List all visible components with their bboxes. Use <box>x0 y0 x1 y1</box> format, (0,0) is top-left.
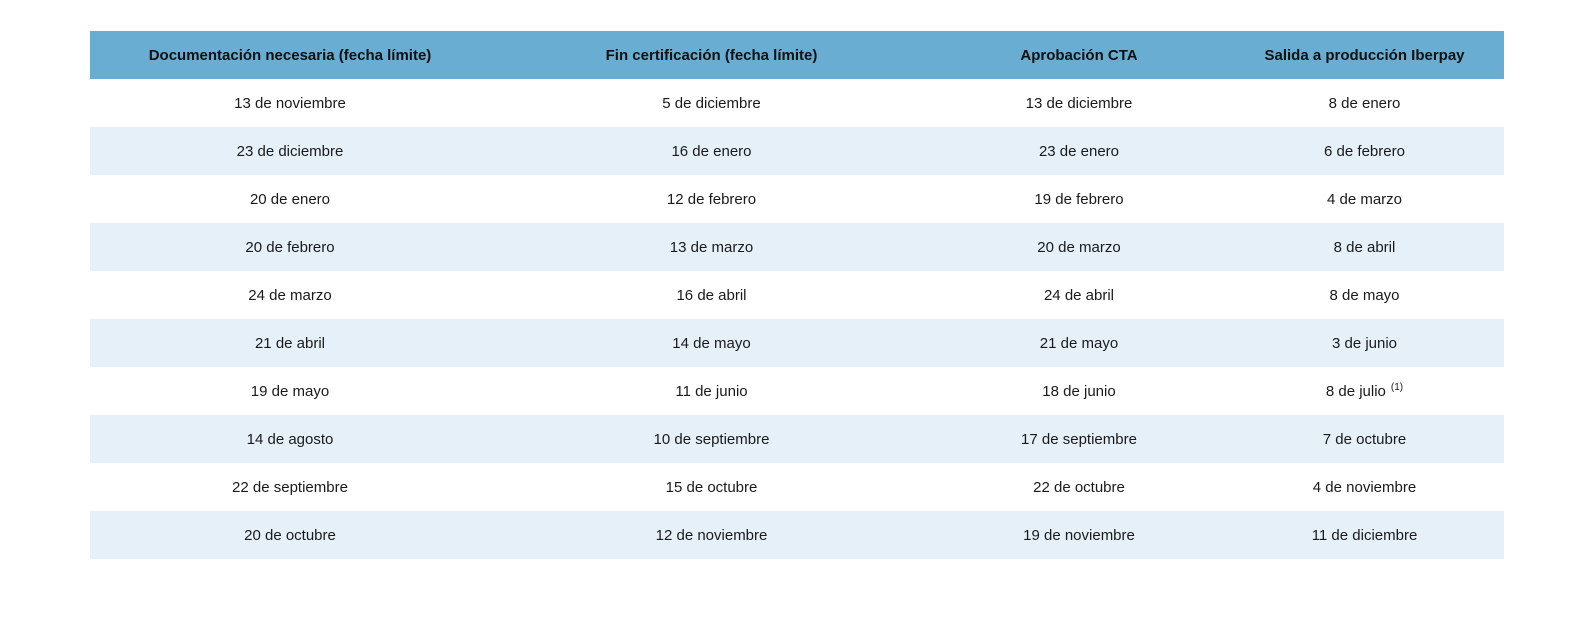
table-cell: 20 de enero <box>249 190 331 208</box>
table-cell: 17 de septiembre <box>933 415 1225 463</box>
table-cell: 22 de octubre <box>1033 478 1125 496</box>
header-fin-certificacion: Fin certificación (fecha límite) <box>490 31 933 79</box>
table-cell: 12 de febrero <box>666 190 757 208</box>
table-cell: 8 de mayo <box>1329 286 1400 304</box>
table-cell: 14 de agosto <box>90 415 490 463</box>
table-cell: 16 de abril <box>676 286 747 304</box>
table-cell: 8 de abril <box>1225 223 1504 271</box>
table-cell: 23 de enero <box>933 127 1225 175</box>
table-row <box>90 367 1504 415</box>
table-cell: 10 de septiembre <box>490 415 933 463</box>
table-cell: 22 de septiembre <box>232 478 348 496</box>
table-row <box>90 511 1504 559</box>
table-cell: 12 de noviembre <box>490 511 933 559</box>
table-cell: 20 de octubre <box>90 511 490 559</box>
table-row <box>90 223 1504 271</box>
table-cell: 4 de marzo <box>1326 190 1403 208</box>
table-cell: 20 de febrero <box>90 223 490 271</box>
table-cell: 13 de noviembre <box>234 94 346 112</box>
header-documentacion: Documentación necesaria (fecha límite) <box>90 31 490 79</box>
table-cell: 23 de diciembre <box>90 127 490 175</box>
table-row <box>90 271 1504 319</box>
table-cell: 4 de noviembre <box>1312 478 1417 496</box>
schedule-table-container <box>90 31 1504 559</box>
table-cell: 21 de mayo <box>933 319 1225 367</box>
table-cell: 18 de junio <box>1042 382 1116 400</box>
table-row <box>90 127 1504 175</box>
table-cell: 15 de octubre <box>665 478 758 496</box>
table-cell: 14 de mayo <box>490 319 933 367</box>
table-cell: 24 de abril <box>1043 286 1115 304</box>
footnote-marker: (1) <box>1390 381 1404 393</box>
table-row <box>90 319 1504 367</box>
table-row <box>90 463 1504 511</box>
table-cell-text: 8 de julio <box>1325 382 1386 400</box>
table-cell: 6 de febrero <box>1225 127 1504 175</box>
table-cell: 5 de diciembre <box>662 94 761 112</box>
table-cell: 16 de enero <box>490 127 933 175</box>
schedule-table <box>90 31 1504 559</box>
header-salida-produccion: Salida a producción Iberpay <box>1225 31 1504 79</box>
table-cell: 13 de marzo <box>490 223 933 271</box>
table-cell-with-footnote <box>1225 367 1504 415</box>
table-cell: 13 de diciembre <box>1025 94 1133 112</box>
table-cell: 21 de abril <box>90 319 490 367</box>
table-cell: 11 de diciembre <box>1225 511 1504 559</box>
table-cell: 20 de marzo <box>933 223 1225 271</box>
table-header-row <box>90 31 1504 79</box>
table-cell: 19 de mayo <box>250 382 330 400</box>
table-cell: 24 de marzo <box>248 286 332 304</box>
table-row <box>90 415 1504 463</box>
header-aprobacion-cta: Aprobación CTA <box>933 31 1225 79</box>
table-cell: 7 de octubre <box>1225 415 1504 463</box>
table-cell: 8 de enero <box>1328 94 1401 112</box>
table-cell: 19 de febrero <box>1034 190 1124 208</box>
table-cell: 19 de noviembre <box>933 511 1225 559</box>
table-row <box>90 175 1504 223</box>
table-cell: 11 de junio <box>675 382 748 400</box>
table-cell: 3 de junio <box>1225 319 1504 367</box>
table-row <box>90 79 1504 127</box>
